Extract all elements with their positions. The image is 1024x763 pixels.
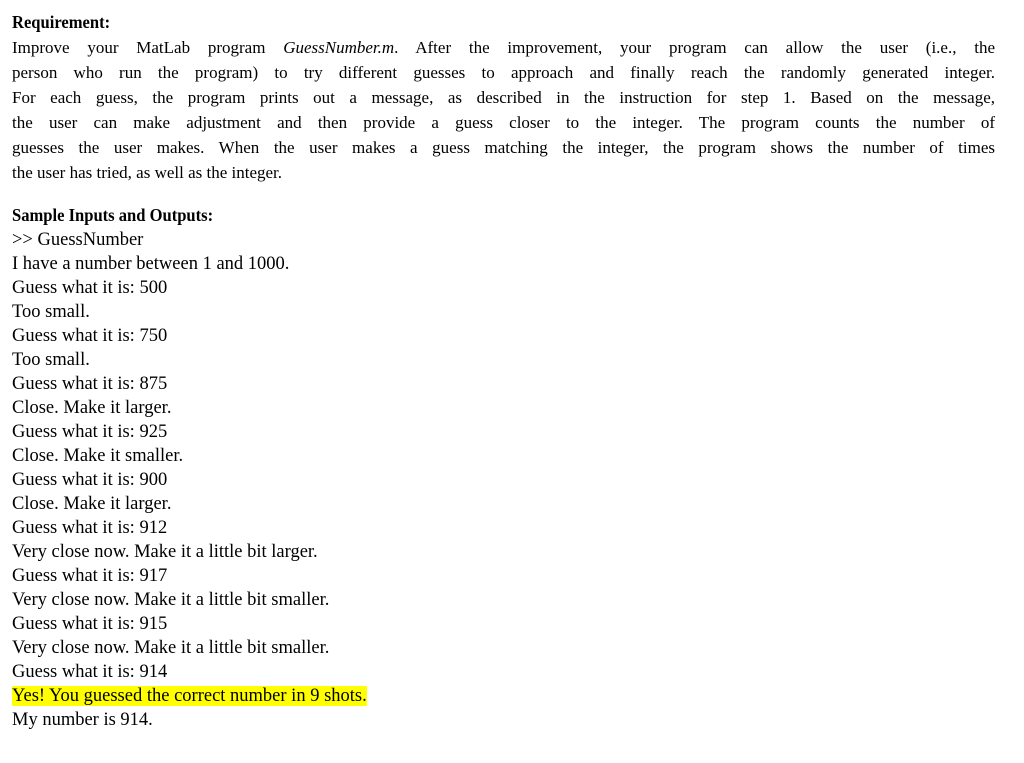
sample-io-line [12, 468, 367, 492]
io-text: >> GuessNumber [12, 230, 144, 250]
sample-heading: Sample Inputs and Outputs: [12, 205, 214, 225]
io-text: Very close now. Make it a little bit smaller. [12, 590, 330, 610]
io-text: My number is 914. [12, 710, 153, 730]
io-text: Guess what it is: 900 [12, 470, 168, 490]
io-text: Too small. [12, 350, 90, 370]
requirement-line: For each guess, the program prints out a message, as described in the instruction for step 1. Based on the message, [12, 88, 995, 107]
sample-io-line [12, 684, 367, 708]
sample-io-line [12, 372, 367, 396]
sample-io-line [12, 300, 367, 324]
io-text: I have a number between 1 and 1000. [12, 254, 290, 274]
requirement-line: the user can make adjustment and then provide a guess closer to the integer. The program counts the number of [12, 113, 995, 132]
sample-io-line [12, 420, 367, 444]
io-text: Guess what it is: 500 [12, 278, 168, 298]
sample-io-line [12, 324, 367, 348]
requirement-heading: Requirement: [12, 12, 111, 32]
requirement-line: person who run the program) to try different guesses to approach and finally reach the randomly generated integer. [12, 63, 995, 82]
io-text: Guess what it is: 925 [12, 422, 168, 442]
text: . After the improvement, your program can allow the user (i.e., the [394, 38, 995, 57]
sample-io-list [12, 228, 367, 732]
requirement-line: guesses the user makes. When the user makes a guess matching the integer, the program shows the number of times [12, 138, 995, 157]
io-text: Close. Make it larger. [12, 494, 172, 514]
io-text: Guess what it is: 917 [12, 566, 168, 586]
sample-io-line [12, 636, 367, 660]
sample-io-line [12, 276, 367, 300]
sample-io-line [12, 228, 367, 252]
io-text: Too small. [12, 302, 90, 322]
sample-io-line [12, 516, 367, 540]
sample-io-line [12, 564, 367, 588]
io-text: Close. Make it smaller. [12, 446, 184, 466]
io-text: Guess what it is: 914 [12, 662, 168, 682]
io-text: Guess what it is: 912 [12, 518, 168, 538]
requirement-line [12, 35, 995, 60]
highlighted-text: Yes! You guessed the correct number in 9 shots. [12, 686, 367, 706]
sample-io-line [12, 348, 367, 372]
sample-io-line [12, 540, 367, 564]
sample-io-line [12, 444, 367, 468]
sample-io-line [12, 492, 367, 516]
filename: GuessNumber.m [283, 38, 395, 57]
sample-io-line [12, 396, 367, 420]
io-text: Very close now. Make it a little bit smaller. [12, 638, 330, 658]
sample-io-line [12, 660, 367, 684]
sample-section [12, 203, 367, 732]
io-text: Guess what it is: 750 [12, 326, 168, 346]
io-text: Guess what it is: 915 [12, 614, 168, 634]
requirement-line: the user has tried, as well as the integer. [12, 163, 283, 182]
text: Improve your MatLab program [12, 38, 284, 57]
sample-io-line [12, 588, 367, 612]
io-text: Guess what it is: 875 [12, 374, 168, 394]
io-text: Close. Make it larger. [12, 398, 172, 418]
requirement-section [12, 10, 995, 185]
sample-io-line [12, 708, 367, 732]
sample-io-line [12, 252, 367, 276]
sample-io-line [12, 612, 367, 636]
io-text: Very close now. Make it a little bit larger. [12, 542, 318, 562]
